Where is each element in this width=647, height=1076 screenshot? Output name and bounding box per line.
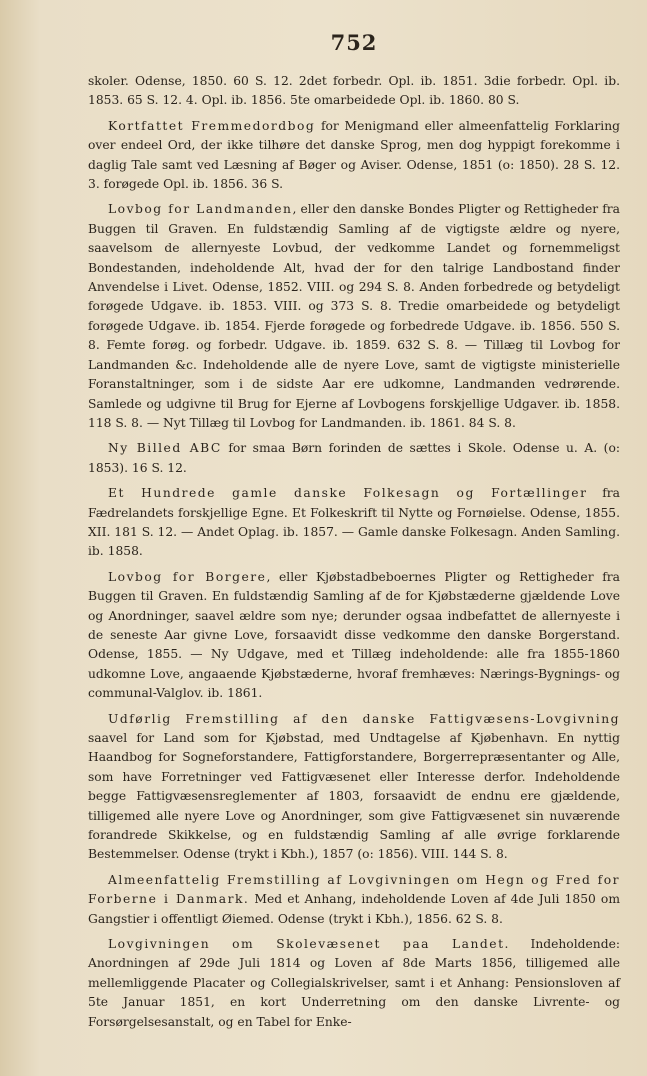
entry-2 <box>88 200 620 433</box>
entry-6 <box>88 710 620 865</box>
entry-3-title: Ny Billed ABC <box>108 441 222 456</box>
entry-7 <box>88 871 620 929</box>
page-number: 752 <box>330 30 378 55</box>
entry-2-title: Lovbog for Landmanden <box>108 202 293 217</box>
entry-1-title: Kortfattet Fremmedordbog <box>108 118 316 133</box>
entry-4-text: fra Fædrelandets forskjellige Egne. Et Folkeskrift til Nytte og Fornøielse. Odense, 1855. XII. 181 S. 12. — Andet Oplag. ib. 1857. — Gamle danske Folkesagn. Anden Samling. ib. 1858. <box>88 486 620 559</box>
entry-0 <box>88 72 620 111</box>
entry-0-text: skoler. Odense, 1850. 60 S. 12. 2det forbedr. Opl. ib. 1851. 3die forbedr. Opl. ib. 1853. 65 S. 12. 4. Opl. ib. 1856. 5te omarbeidede Opl. ib. 1860. 80 S. <box>88 74 620 108</box>
entry-3-text: for smaa Børn forinden de sættes i Skole. Odense u. A. (o: 1853). 16 S. 12. <box>88 441 621 475</box>
entry-6-text: saavel for Land som for Kjøbstad, med Undtagelse af Kjøbenhavn. En nyttig Haandbog for Sogneforstandere, Fattigforstandere, Borgerrepræsentanter og Alle, som have Forretninger ved Fattigvæsenet eller Interesse derfor. Indeholdende begge Fattigvæsensreglementer af 1803, forsaavidt de endnu ere gjældende, tilligemed alle nyere Love og Anordninger, som give Fattigvæsenet sin nuværende forandrede Skikkelse, og en fuldstændig Samling af alle øvrige forklarende Bestemmelser. Odense (trykt i Kbh.), 1857 (o: 1856). VIII. 144 S. 8. <box>88 731 620 862</box>
entry-2-text: , eller den danske Bondes Pligter og Rettigheder fra Buggen til Graven. En fuldstændig Samling af de vigtigste ældre og nyere, saavelsom de allernyeste Lovbud, der vedkomme Landet og fornemmeligst Bondestanden, indeholdende Alt, hvad der for den talrige Landbostand finder Anvendelse i Livet. Odense, 1852. VIII. og 294 S. 8. Anden forbedrede og betydeligt forøgede Udgave. ib. 1853. VIII. og 373 S. 8. Tredie omarbeidede og betydeligt forøgede Udgave. ib. 1854. Fjerde forøgede og forbedrede Udgave. ib. 1856. 550 S. 8. Femte forøg. og forbedr. Udgave. ib. 1859. 632 S. 8. — Tillæg til Lovbog for Landmanden &c. Indeholdende alle de nyere Love, samt de vigtigste ministerielle Foranstaltninger, som i de sidste Aar ere udkomne, Landmanden vedrørende. Samlede og udgivne til Brug for Ejerne af Lovbogens forskjellige Udgaver. ib. 1858. 118 S. 8. — Nyt Tillæg til Lovbog for Landmanden. ib. 1861. 84 S. 8. <box>88 202 620 430</box>
entry-8-title: Lovgivningen om Skolevæsenet paa Landet. <box>108 937 510 952</box>
entry-4 <box>88 484 620 562</box>
entry-5 <box>88 568 620 704</box>
entry-3 <box>88 439 620 478</box>
entry-7-text: Med et Anhang, indeholdende Loven af 4de Juli 1850 om Gangstier i offentligt Øiemed. Odense (trykt i Kbh.), 1856. 62 S. 8. <box>88 892 620 926</box>
entry-4-title: Et Hundrede gamle danske Folkesagn og Fortællinger <box>108 486 588 501</box>
entry-7-title: Almeenfattelig Fremstilling af Lovgivningen om Hegn og Fred for Forberne i Danmark. <box>88 872 620 907</box>
entry-8-text: Indeholdende: Anordningen af 29de Juli 1814 og Loven af 8de Marts 1856, tilligemed alle mellemliggende Placater og Collegialskrivelser, samt i et Anhang: Pensionsloven af 5te Januar 1851, en kort Underretning om den danske Livrente- og Forsørgelsesanstalt, og en Tabel for Enke- <box>88 937 621 1029</box>
entry-1 <box>88 117 620 195</box>
entry-5-title: Lovbog for Borgere <box>108 569 267 584</box>
entry-5-text: , eller Kjøbstadbeboernes Pligter og Rettigheder fra Buggen til Graven. En fuldstændig Samling af de for Kjøbstæderne gjældende Love og Anordninger, saavel ældre som nye; derunder ogsaa indbefattet de allernyeste i de seneste Aar givne Love, forsaavidt disse vedkomme den danske Borgerstand. Odense, 1855. — Ny Udgave, med et Tillæg indeholdende: alle fra 1855-1860 udkomne Love, angaaende Kjøbstæderne, hvoraf fremhæves: Nærings-Bygnings- og communal-Valglov. ib. 1861. <box>88 569 620 701</box>
entry-1-text: for Menigmand eller almeenfattelig Forklaring over endeel Ord, der ikke tilhøre det danske Sprog, men dog hyppigt forekomme i daglig Tale samt ved Læsning af Bøger og Aviser. Odense, 1851 (o: 1850). 28 S. 12. 3. forøgede Opl. ib. 1856. 36 S. <box>88 118 620 192</box>
entry-8 <box>88 935 620 1032</box>
entry-6-title: Udførlig Fremstilling af den danske Fattigvæsens-Lovgivning <box>108 711 620 726</box>
